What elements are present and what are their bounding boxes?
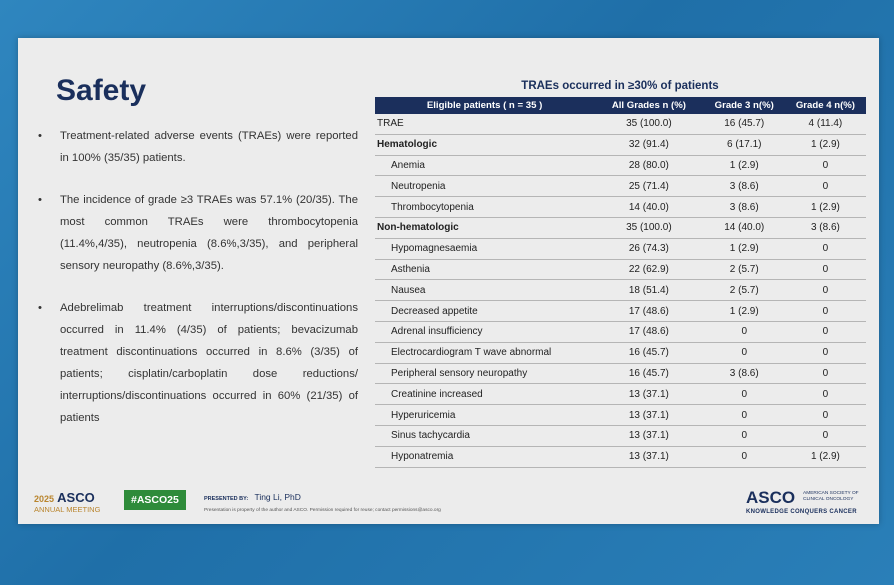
slide-title: Safety xyxy=(56,74,147,107)
table-row xyxy=(375,134,866,155)
table-row xyxy=(375,425,866,446)
row-label: Hematologic xyxy=(375,134,594,155)
cell-all: 18 (51.4) xyxy=(594,280,704,301)
cell-all: 14 (40.0) xyxy=(594,197,704,218)
row-label: TRAE xyxy=(375,114,594,134)
col-header-patients: Eligible patients ( n = 35 ) xyxy=(375,97,594,114)
table-title: TRAEs occurred in ≥30% of patients xyxy=(521,80,719,92)
trae-table xyxy=(375,97,866,468)
row-label: Hypomagnesaemia xyxy=(375,238,594,259)
cell-all: 13 (37.1) xyxy=(594,425,704,446)
row-label: Creatinine increased xyxy=(375,384,594,405)
table-row xyxy=(375,405,866,426)
presented-by-label: PRESENTED BY: xyxy=(204,496,249,502)
row-label: Anemia xyxy=(375,155,594,176)
table-row xyxy=(375,446,866,467)
cell-g4: 3 (8.6) xyxy=(785,217,866,238)
col-header-grade3: Grade 3 n(%) xyxy=(704,97,785,114)
row-label: Nausea xyxy=(375,280,594,301)
cell-all: 35 (100.0) xyxy=(594,217,704,238)
cell-all: 16 (45.7) xyxy=(594,342,704,363)
cell-all: 17 (48.6) xyxy=(594,301,704,322)
cell-g3: 3 (8.6) xyxy=(704,197,785,218)
row-label: Peripheral sensory neuropathy xyxy=(375,363,594,384)
cell-g3: 0 xyxy=(704,446,785,467)
cell-all: 13 (37.1) xyxy=(594,405,704,426)
cell-g4: 0 xyxy=(785,301,866,322)
row-label: Thrombocytopenia xyxy=(375,197,594,218)
row-label: Asthenia xyxy=(375,259,594,280)
cell-g3: 3 (8.6) xyxy=(704,176,785,197)
table-row xyxy=(375,197,866,218)
row-label: Decreased appetite xyxy=(375,301,594,322)
cell-all: 13 (37.1) xyxy=(594,446,704,467)
table-row xyxy=(375,259,866,280)
bullet-item: • Adebrelimab treatment interruptions/discontinuations occurred in 11.4% (4/35) of patients; bevacizumab treatment discontinuations occurred in 8.6% (3/35) of patients; cisplatin/carboplatin dose reductions/ interruptions/discontinuations occurred in 60% (21/35) of patients xyxy=(38,297,358,429)
asco-annual-meeting-logo xyxy=(34,490,95,505)
table-row xyxy=(375,176,866,197)
cell-g4: 1 (2.9) xyxy=(785,446,866,467)
cell-all: 35 (100.0) xyxy=(594,114,704,134)
table-row xyxy=(375,342,866,363)
bullet-item: • Treatment-related adverse events (TRAEs) were reported in 100% (35/35) patients. xyxy=(38,125,358,169)
row-label: Electrocardiogram T wave abnormal xyxy=(375,342,594,363)
cell-g3: 1 (2.9) xyxy=(704,301,785,322)
cell-g4: 0 xyxy=(785,155,866,176)
row-label: Neutropenia xyxy=(375,176,594,197)
cell-g4: 0 xyxy=(785,259,866,280)
cell-g3: 16 (45.7) xyxy=(704,114,785,134)
cell-g3: 2 (5.7) xyxy=(704,259,785,280)
table-row xyxy=(375,238,866,259)
society-name: AMERICAN SOCIETY OF CLINICAL ONCOLOGY xyxy=(803,491,859,502)
cell-g3: 3 (8.6) xyxy=(704,363,785,384)
cell-g3: 14 (40.0) xyxy=(704,217,785,238)
cell-g3: 6 (17.1) xyxy=(704,134,785,155)
table-row xyxy=(375,321,866,342)
cell-g4: 0 xyxy=(785,280,866,301)
cell-g3: 1 (2.9) xyxy=(704,155,785,176)
row-label: Hyponatremia xyxy=(375,446,594,467)
cell-g3: 0 xyxy=(704,425,785,446)
cell-g3: 1 (2.9) xyxy=(704,238,785,259)
asco-logo: ASCO xyxy=(746,488,796,507)
cell-g4: 4 (11.4) xyxy=(785,114,866,134)
cell-g4: 0 xyxy=(785,176,866,197)
hashtag-badge: #ASCO25 xyxy=(124,490,186,510)
cell-all: 25 (71.4) xyxy=(594,176,704,197)
cell-g3: 0 xyxy=(704,321,785,342)
cell-g4: 0 xyxy=(785,405,866,426)
table-row xyxy=(375,114,866,134)
cell-g4: 0 xyxy=(785,321,866,342)
cell-g4: 0 xyxy=(785,363,866,384)
cell-all: 22 (62.9) xyxy=(594,259,704,280)
cell-g3: 2 (5.7) xyxy=(704,280,785,301)
slide-footer xyxy=(18,486,879,524)
copyright-notice: Presentation is property of the author and ASCO. Permission required for reuse; contact permissions@asco.org xyxy=(204,508,441,513)
cell-g4: 0 xyxy=(785,384,866,405)
presenter-line xyxy=(204,492,301,502)
cell-all: 13 (37.1) xyxy=(594,384,704,405)
cell-all: 26 (74.3) xyxy=(594,238,704,259)
row-label: Non-hematologic xyxy=(375,217,594,238)
table-header-row xyxy=(375,97,866,114)
cell-g3: 0 xyxy=(704,405,785,426)
cell-g4: 0 xyxy=(785,238,866,259)
cell-g4: 0 xyxy=(785,342,866,363)
table-row xyxy=(375,280,866,301)
cell-g4: 1 (2.9) xyxy=(785,134,866,155)
cell-all: 32 (91.4) xyxy=(594,134,704,155)
cell-g3: 0 xyxy=(704,342,785,363)
presenter-name: Ting Li, PhD xyxy=(254,492,301,502)
asco-wordmark: ASCO xyxy=(57,490,95,505)
cell-g3: 0 xyxy=(704,384,785,405)
cell-all: 16 (45.7) xyxy=(594,363,704,384)
col-header-grade4: Grade 4 n(%) xyxy=(785,97,866,114)
asco-tagline: KNOWLEDGE CONQUERS CANCER xyxy=(746,509,857,515)
table-row xyxy=(375,301,866,322)
cell-g4: 0 xyxy=(785,425,866,446)
table-row xyxy=(375,155,866,176)
meeting-year: 2025 xyxy=(34,494,55,504)
bullet-list xyxy=(38,125,358,449)
row-label: Adrenal insufficiency xyxy=(375,321,594,342)
table-row xyxy=(375,217,866,238)
row-label: Hyperuricemia xyxy=(375,405,594,426)
cell-all: 28 (80.0) xyxy=(594,155,704,176)
annual-meeting-label: ANNUAL MEETING xyxy=(34,505,101,514)
cell-all: 17 (48.6) xyxy=(594,321,704,342)
table-row xyxy=(375,384,866,405)
cell-g4: 1 (2.9) xyxy=(785,197,866,218)
row-label: Sinus tachycardia xyxy=(375,425,594,446)
bullet-item: • The incidence of grade ≥3 TRAEs was 57.1% (20/35). The most common TRAEs were thrombocytopenia (11.4%,4/35), neutropenia (8.6%,3/35), and peripheral sensory neuropathy (8.6%,3/35). xyxy=(38,189,358,277)
col-header-all-grades: All Grades n (%) xyxy=(594,97,704,114)
table-row xyxy=(375,363,866,384)
slide xyxy=(18,38,879,524)
